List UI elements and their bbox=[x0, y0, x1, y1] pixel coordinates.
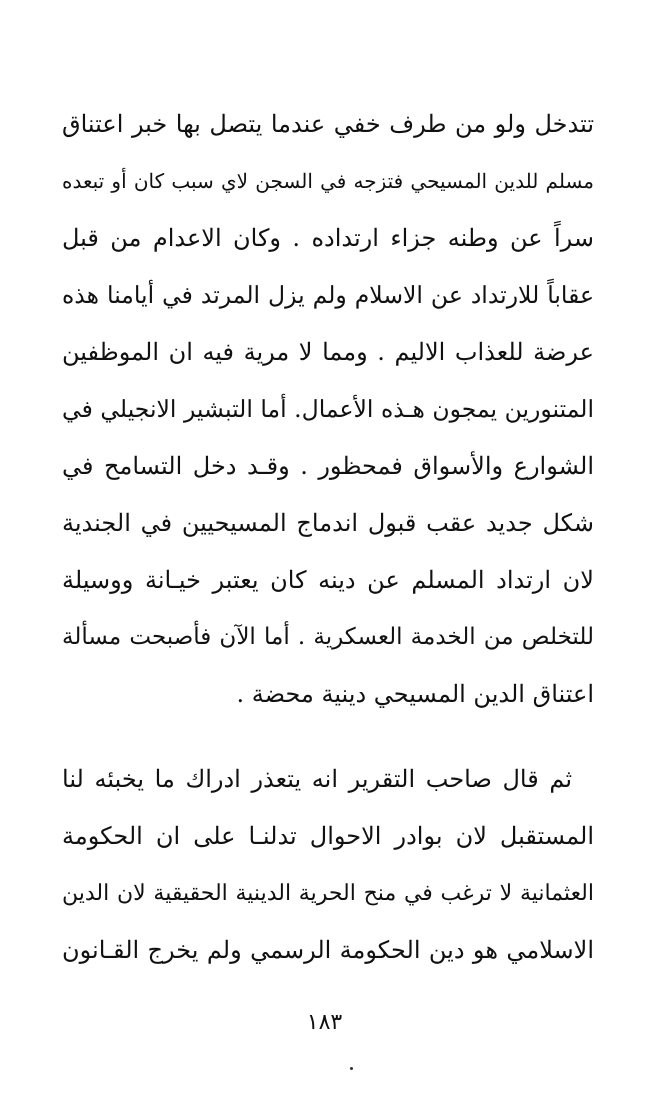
paragraph-1 bbox=[62, 96, 594, 723]
text-line: تتدخل ولو من طرف خفي عندما يتصل بها خبر اعتناق bbox=[62, 110, 594, 138]
print-speck bbox=[350, 1067, 353, 1070]
text-line: لان ارتداد المسلم عن دينه كان يعتبر خيـانة ووسيلة bbox=[62, 566, 594, 594]
text-line: المتنورين يمجون هـذه الأعمال. أما التبشير الانجيلي في bbox=[62, 395, 594, 423]
text-line: مسلم للدين المسيحي فتزجه في السجن لاي سبب كان أو تبعده bbox=[62, 169, 594, 193]
text-line: شكل جديد عقب قبول اندماج المسيحيين في الجندية bbox=[62, 509, 594, 537]
text-line: المستقبل لان بوادر الاحوال تدلنـا على ان الحكومة bbox=[62, 822, 594, 850]
text-line: عرضة للعذاب الاليم . ومما لا مرية فيه ان الموظفين bbox=[62, 338, 594, 366]
text-line: العثمانية لا ترغب في منح الحرية الدينية الحقيقية لان الدين bbox=[62, 881, 594, 906]
text-line: الشوارع والأسواق فمحظور . وقـد دخل التسامح في bbox=[62, 452, 594, 480]
text-line: اعتناق الدين المسيحي دينية محضة . bbox=[236, 680, 594, 708]
page-number: ١٨٣ bbox=[306, 1010, 343, 1035]
text-line: الاسلامي هو دين الحكومة الرسمي ولم يخرج القـانون bbox=[62, 936, 594, 964]
text-line: سراً عن وطنه جزاء ارتداده . وكان الاعدام من قبل bbox=[62, 224, 594, 252]
text-line: للتخلص من الخدمة العسكرية . أما الآن فأصبحت مسألة bbox=[62, 624, 594, 650]
text-line: عقاباً للارتداد عن الاسلام ولم يزل المرتد في أيامنا هذه bbox=[62, 281, 594, 309]
paragraph-2 bbox=[62, 751, 594, 979]
text-line: ثم قال صاحب التقرير انه يتعذر ادراك ما يخبئه لنا bbox=[62, 765, 572, 793]
